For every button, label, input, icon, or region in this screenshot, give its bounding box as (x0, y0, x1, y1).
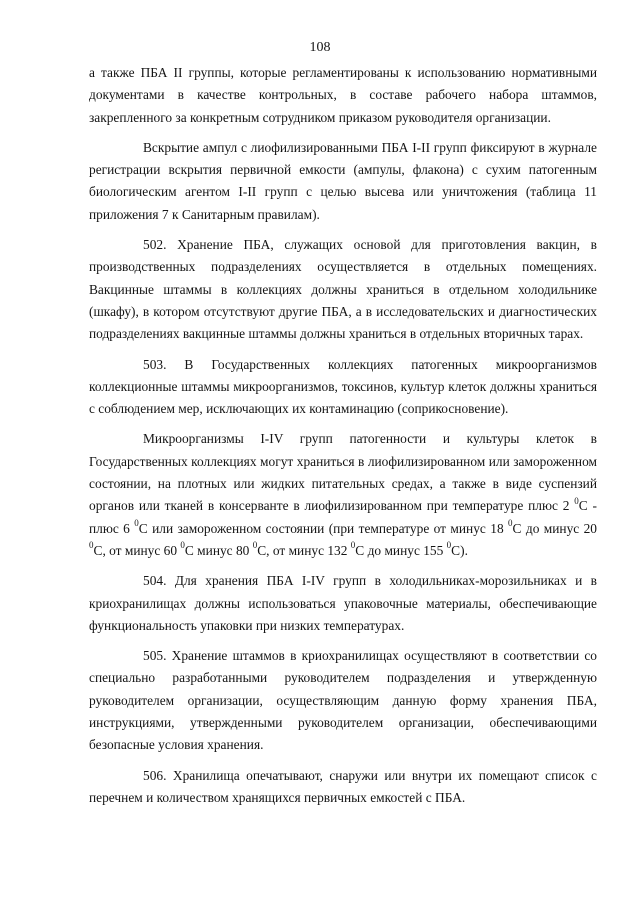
paragraph-506: 506. Хранилища опечатывают, снаружи или внутри их помещают список с перечнем и количеством хранящихся первичных емкостей с ПБА. (89, 767, 597, 805)
paragraph-504: 504. Для хранения ПБА I-IV групп в холодильниках-морозильниках и в криохранилищах должны использоваться упаковочные материалы, обеспечивающие функциональность упаковки при низких температурах. (89, 573, 597, 633)
paragraph-storage-conditions: Микроорганизмы I-IV групп патогенности и культуры клеток в Государственных коллекциях могут храниться в лиофилизированном или замороженном состоянии, на плотных или жидких питательных средах, а также в виде суспензий органов или тканей в консерванте в лиофилизированном при температуре плюс 2 $^0$C - плюс 6 $^0$C или замороженном состоянии (при температуре от минус 18 $^0$C до минус 20 $^0$C, от минус 60 $^0$C минус 80 $^0$C, от минус 132 $^0$C до минус 155 $^0$C). (89, 431, 598, 558)
document-body (89, 62, 597, 817)
page-number: 108 (309, 40, 331, 55)
paragraph-505: 505. Хранение штаммов в криохранилищах осуществляют в соответствии со специально разработанными руководителем подразделения и утвержденную руководителем организации, осуществляющим данную форму хранения ПБА, инструкциями, утвержденными руководителем организации, обеспечивающими безопасные условия хранения. (89, 648, 597, 753)
paragraph-503: 503. В Государственных коллекциях патогенных микроорганизмов коллекционные штаммы микроорганизмов, токсинов, культур клеток должны храниться с соблюдением мер, исключающих их контаминацию (соприкосновение). (89, 356, 597, 417)
paragraph-continuation: а также ПБА II группы, которые регламентированы к использованию нормативными документами в качестве контрольных, в составе рабочего набора штаммов, закрепленного за конкретным сотрудником приказом руководителя организации. (89, 65, 597, 125)
paragraph-502: 502. Хранение ПБА, служащих основой для приготовления вакцин, в производственных подразделениях осуществляется в отдельных помещениях. Вакцинные штаммы в коллекциях должны храниться в отдельном холодильнике (шкафу), в котором отсутствуют другие ПБА, а в исследовательских и диагностических подразделениях вакцинные штаммы должны храниться в отдельных вторичных тарах. (89, 237, 597, 342)
paragraph-ampoule-opening: Вскрытие ампул с лиофилизированными ПБА I-II групп фиксируют в журнале регистрации вскрытия первичной емкости (ампулы, флакона) с сухим патогенным биологическим агентом I-II групп с целью высева или уничтожения (таблица 11 приложения 7 к Санитарным правилам). (89, 139, 597, 222)
